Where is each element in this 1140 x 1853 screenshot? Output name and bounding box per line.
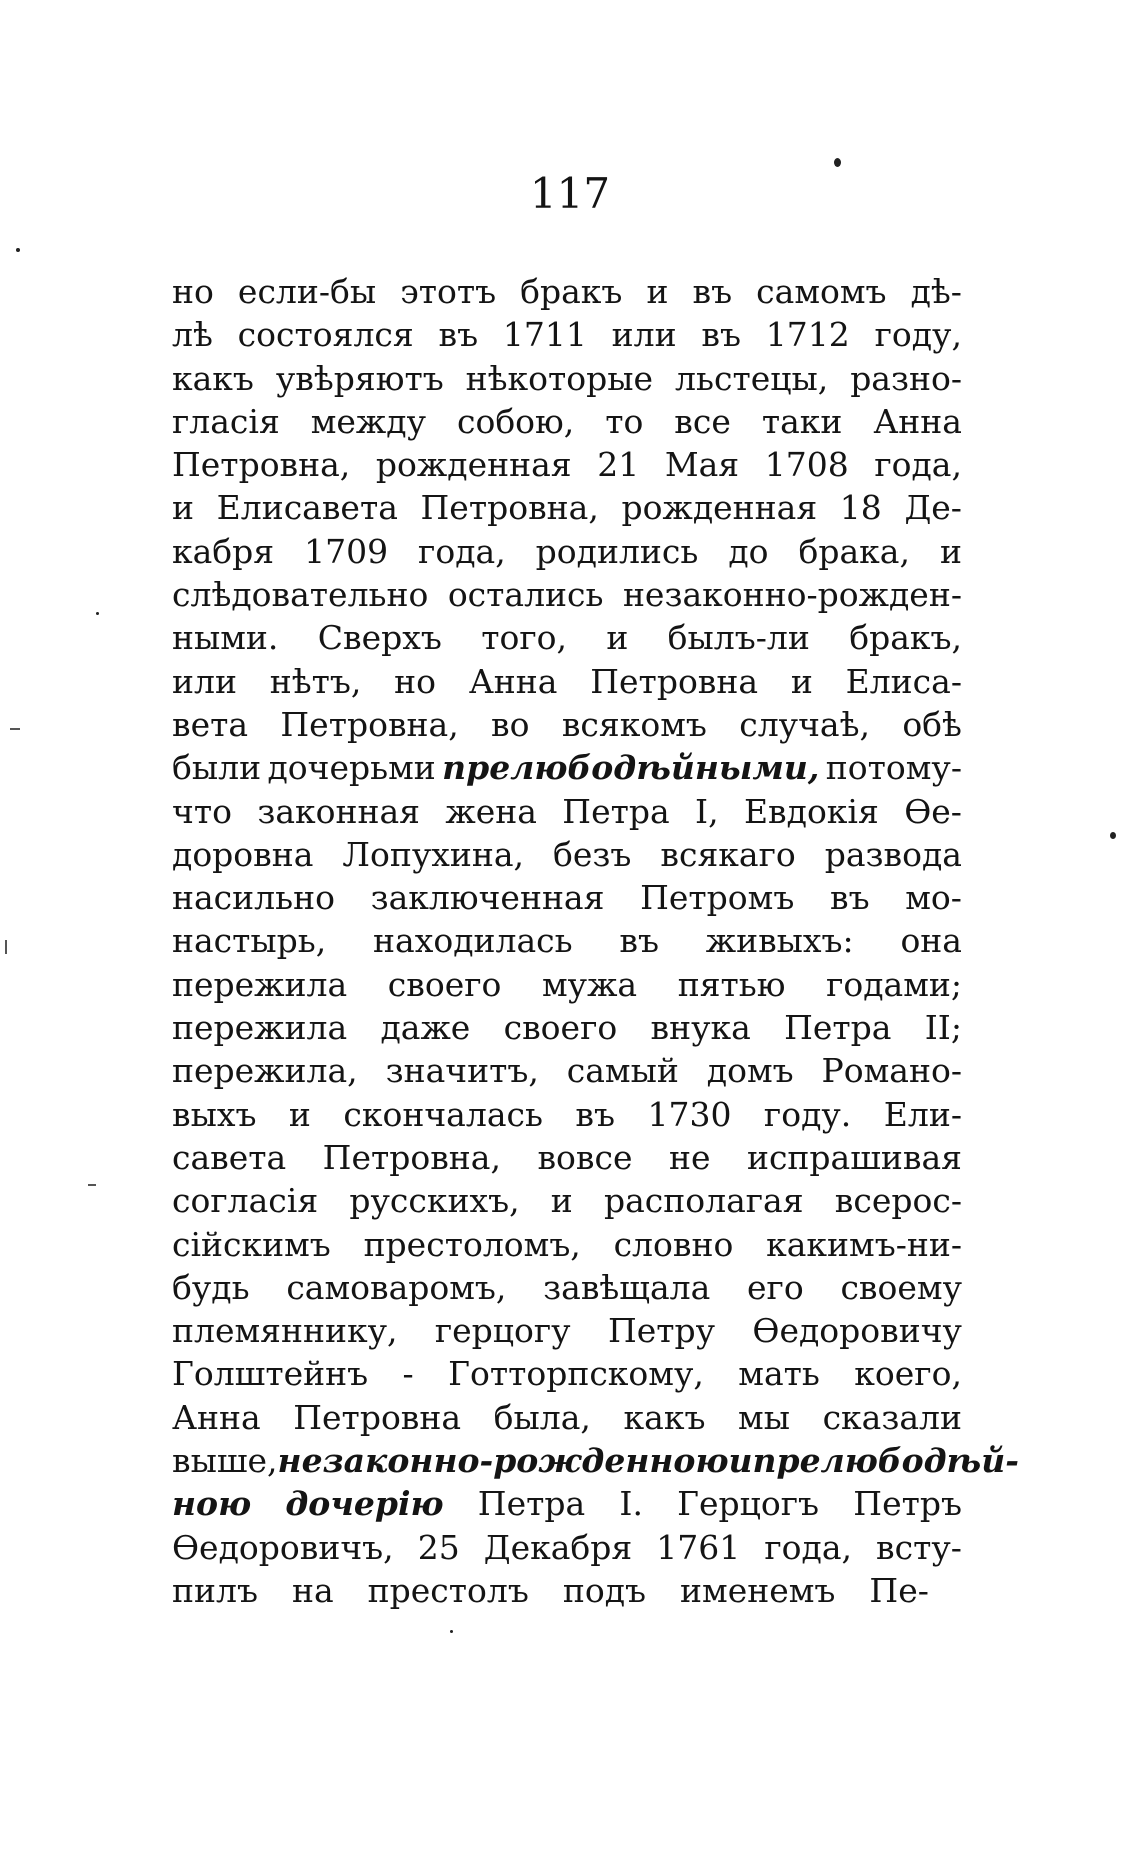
- text-line: [172, 919, 962, 962]
- word: Пе-: [869, 1570, 929, 1610]
- word: Герцогъ: [677, 1484, 820, 1524]
- word: даже: [380, 1008, 471, 1048]
- word: Петра: [784, 1008, 892, 1048]
- word: остались: [447, 575, 604, 615]
- word: собою,: [456, 401, 575, 441]
- word: то: [605, 401, 644, 441]
- word: мо-: [905, 878, 962, 918]
- word: располагая: [603, 1181, 804, 1221]
- word: брака,: [798, 531, 910, 571]
- italic-word: прелюбодѣй-: [752, 1441, 1019, 1481]
- text-line: [172, 270, 962, 313]
- word: пятью: [677, 964, 786, 1004]
- word: значитъ,: [385, 1051, 539, 1091]
- word: незаконно-рожден-: [622, 575, 962, 615]
- word: скончалась: [343, 1094, 543, 1134]
- text-line: [172, 790, 962, 833]
- word: Петръ: [853, 1484, 962, 1524]
- word: своему: [840, 1267, 962, 1307]
- text-line: [172, 660, 962, 703]
- word: Лопухина,: [342, 834, 525, 874]
- word: года,: [418, 531, 506, 571]
- word: до: [728, 531, 769, 571]
- body-text: [172, 270, 1019, 1612]
- word: или: [172, 661, 237, 701]
- italic-word: дочерію: [285, 1484, 444, 1524]
- word: этотъ: [400, 272, 497, 311]
- word: разно-: [850, 358, 962, 398]
- word: всту-: [876, 1527, 962, 1567]
- word: выхъ: [172, 1094, 257, 1134]
- word: 1711: [502, 315, 587, 355]
- word: савета: [172, 1137, 287, 1177]
- word: или: [611, 315, 677, 355]
- word: находилась: [373, 921, 573, 961]
- word: случаѣ,: [739, 704, 870, 744]
- word: самомъ: [756, 272, 887, 311]
- word: и: [172, 488, 194, 528]
- word: доровна: [172, 834, 314, 874]
- word: и: [606, 618, 629, 658]
- word: самый: [566, 1051, 679, 1091]
- italic-word: и: [728, 1441, 753, 1481]
- word: живыхъ:: [705, 921, 854, 961]
- word: пережила: [172, 1008, 348, 1048]
- word: бракъ: [520, 272, 623, 311]
- word: обѣ: [902, 704, 962, 744]
- word: кабря: [172, 531, 275, 571]
- word: но: [394, 661, 437, 701]
- word: года,: [874, 445, 962, 485]
- text-line: [172, 1439, 1019, 1482]
- word: увѣряютъ: [275, 358, 444, 398]
- word: Петровна,: [280, 704, 459, 744]
- word: рожденная: [621, 488, 818, 528]
- word: словно: [613, 1224, 734, 1264]
- word: дѣ-: [910, 272, 962, 311]
- word: и: [790, 661, 813, 701]
- text-line: [172, 703, 962, 746]
- word: года,: [764, 1527, 852, 1567]
- word: были: [172, 748, 262, 788]
- word: въ: [701, 315, 741, 355]
- word: въ: [575, 1094, 615, 1134]
- word: состоялся: [237, 315, 414, 355]
- word: Петру: [607, 1311, 716, 1351]
- word: выше,: [172, 1441, 278, 1481]
- word: Петровна: [590, 661, 759, 701]
- word: настырь,: [172, 921, 327, 961]
- italic-word: незаконно-рожденною: [277, 1441, 729, 1481]
- word: Ѳедоровичу: [752, 1311, 962, 1351]
- word: пережила: [172, 964, 348, 1004]
- word: былъ-ли: [667, 618, 810, 658]
- word: будь: [172, 1267, 250, 1307]
- word: льстецы,: [675, 358, 829, 398]
- word: 21: [597, 445, 640, 485]
- scan-speck: [96, 612, 99, 615]
- word: что: [172, 791, 232, 831]
- word: все: [674, 401, 731, 441]
- word: 1709: [304, 531, 389, 571]
- text-line: [172, 530, 962, 573]
- word: всякаго: [660, 834, 796, 874]
- word: родились: [535, 531, 699, 571]
- word: Петровна,: [420, 488, 599, 528]
- word: и: [939, 531, 962, 571]
- word: какъ: [623, 1397, 706, 1437]
- word: таки: [761, 401, 843, 441]
- word: Анна: [468, 661, 558, 701]
- word: Сверхъ: [317, 618, 442, 658]
- word: завѣщала: [543, 1267, 711, 1307]
- word: въ: [830, 878, 870, 918]
- word: Де-: [904, 488, 962, 528]
- word: была,: [493, 1397, 591, 1437]
- word: не: [668, 1137, 711, 1177]
- scan-speck: [16, 248, 20, 252]
- word: Анна: [172, 1397, 261, 1437]
- word: 1708: [764, 445, 849, 485]
- text-line: [172, 1396, 962, 1439]
- text-line: [172, 746, 962, 789]
- word: и: [288, 1094, 311, 1134]
- word: мужа: [541, 964, 638, 1004]
- text-line: [172, 313, 962, 356]
- text-line: [172, 1179, 962, 1222]
- word: своего: [387, 964, 502, 1004]
- text-line: [172, 1526, 962, 1569]
- word: племяннику,: [172, 1311, 398, 1351]
- word: вовсе: [537, 1137, 633, 1177]
- word: 1730: [647, 1094, 732, 1134]
- text-line: [172, 1006, 962, 1049]
- word: внука: [650, 1008, 751, 1048]
- word: Петромъ: [640, 878, 795, 918]
- word: Евдокія: [743, 791, 879, 831]
- text-line: [172, 1049, 962, 1092]
- page-number: 117: [529, 169, 611, 218]
- word: Готторпскому,: [448, 1354, 704, 1394]
- word: потому-: [825, 748, 962, 788]
- scan-edge-mark: [10, 728, 20, 730]
- word: заключенная: [370, 878, 605, 918]
- word: согласія: [172, 1181, 319, 1221]
- word: самоваромъ,: [286, 1267, 507, 1307]
- word: насильно: [172, 878, 335, 918]
- italic-word: ною: [172, 1484, 252, 1524]
- word: 18: [839, 488, 882, 528]
- word: Елиса-: [845, 661, 962, 701]
- word: Ели-: [883, 1094, 962, 1134]
- word: I,: [695, 791, 719, 831]
- text-line: [172, 443, 962, 486]
- word: I.: [619, 1484, 643, 1524]
- word: Декабря: [483, 1527, 633, 1567]
- word: испрашивая: [746, 1137, 962, 1177]
- word: сійскимъ: [172, 1224, 331, 1264]
- word: 1712: [765, 315, 850, 355]
- word: гласія: [172, 401, 280, 441]
- word: того,: [481, 618, 567, 658]
- word: Ѳедоровичъ,: [172, 1527, 394, 1567]
- italic-word: прелюбодѣйными,: [442, 748, 820, 788]
- word: пережила,: [172, 1051, 358, 1091]
- word: въ: [619, 921, 659, 961]
- word: жена: [445, 791, 537, 831]
- word: престолъ: [367, 1570, 529, 1610]
- text-line: [172, 1223, 962, 1266]
- word: развода: [824, 834, 962, 874]
- word: рожденная: [375, 445, 572, 485]
- word: престоломъ,: [363, 1224, 581, 1264]
- text-line: [172, 1352, 962, 1395]
- word: своего: [503, 1008, 618, 1048]
- word: Петровна,: [322, 1137, 501, 1177]
- word: дочерьми: [267, 748, 436, 788]
- text-line: [172, 616, 962, 659]
- word: герцогу: [434, 1311, 571, 1351]
- word: и: [646, 272, 669, 311]
- text-line: [172, 1569, 962, 1612]
- word: Елисавета: [216, 488, 398, 528]
- scan-speck: [1110, 832, 1116, 839]
- word: году.: [763, 1094, 852, 1134]
- word: году,: [874, 315, 962, 355]
- word: подъ: [562, 1570, 647, 1610]
- word: ными.: [172, 618, 279, 658]
- word: она: [900, 921, 962, 961]
- word: 25: [417, 1527, 460, 1567]
- word: годами;: [826, 964, 962, 1004]
- word: на: [291, 1570, 334, 1610]
- word: Анна: [873, 401, 962, 441]
- word: если-бы: [237, 272, 377, 311]
- word: мать: [738, 1354, 820, 1394]
- word: Петра: [477, 1484, 586, 1524]
- word: какимъ-ни-: [766, 1224, 962, 1264]
- word: Мая: [664, 445, 740, 485]
- text-line: [172, 1093, 962, 1136]
- word: именемъ: [680, 1570, 836, 1610]
- word: Ѳе-: [904, 791, 962, 831]
- word: всерос-: [834, 1181, 962, 1221]
- word: вета: [172, 704, 249, 744]
- word: и: [550, 1181, 573, 1221]
- word: Голштейнъ: [172, 1354, 369, 1394]
- word: безъ: [553, 834, 632, 874]
- word: во: [491, 704, 530, 744]
- text-line: [172, 1266, 962, 1309]
- text-line: [172, 1309, 962, 1352]
- word: бракъ,: [849, 618, 962, 658]
- word: нѣтъ,: [269, 661, 362, 701]
- word: мы: [738, 1397, 790, 1437]
- text-line: [172, 486, 962, 529]
- word: лѣ: [172, 315, 213, 355]
- text-line: [172, 1482, 962, 1525]
- text-line: [172, 573, 962, 616]
- word: домъ: [706, 1051, 794, 1091]
- word: пилъ: [172, 1570, 258, 1610]
- word: законная: [257, 791, 420, 831]
- text-line: [172, 833, 962, 876]
- word: коего,: [854, 1354, 962, 1394]
- scan-speck: [450, 1630, 453, 1633]
- text-line: [172, 357, 962, 400]
- word: Петровна,: [172, 445, 351, 485]
- word: всякомъ: [561, 704, 707, 744]
- word: въ: [438, 315, 479, 355]
- word: Петра: [562, 791, 670, 831]
- scan-speck: [834, 158, 841, 167]
- word: между: [310, 401, 427, 441]
- word: слѣдовательно: [172, 575, 429, 615]
- word: -: [402, 1354, 414, 1394]
- text-line: [172, 963, 962, 1006]
- text-line: [172, 1136, 962, 1179]
- scan-edge-mark: [5, 940, 7, 954]
- word: II;: [924, 1008, 962, 1048]
- word: 1761: [656, 1527, 741, 1567]
- text-line: [172, 876, 962, 919]
- word: Петровна: [293, 1397, 462, 1437]
- word: нѣкоторые: [465, 358, 654, 398]
- word: какъ: [172, 358, 254, 398]
- word: русскихъ,: [349, 1181, 520, 1221]
- word: Романо-: [821, 1051, 962, 1091]
- word: его: [747, 1267, 804, 1307]
- word: но: [172, 272, 214, 311]
- word: сказали: [822, 1397, 962, 1437]
- text-line: [172, 400, 962, 443]
- scan-edge-mark: [88, 1184, 96, 1186]
- word: въ: [692, 272, 733, 311]
